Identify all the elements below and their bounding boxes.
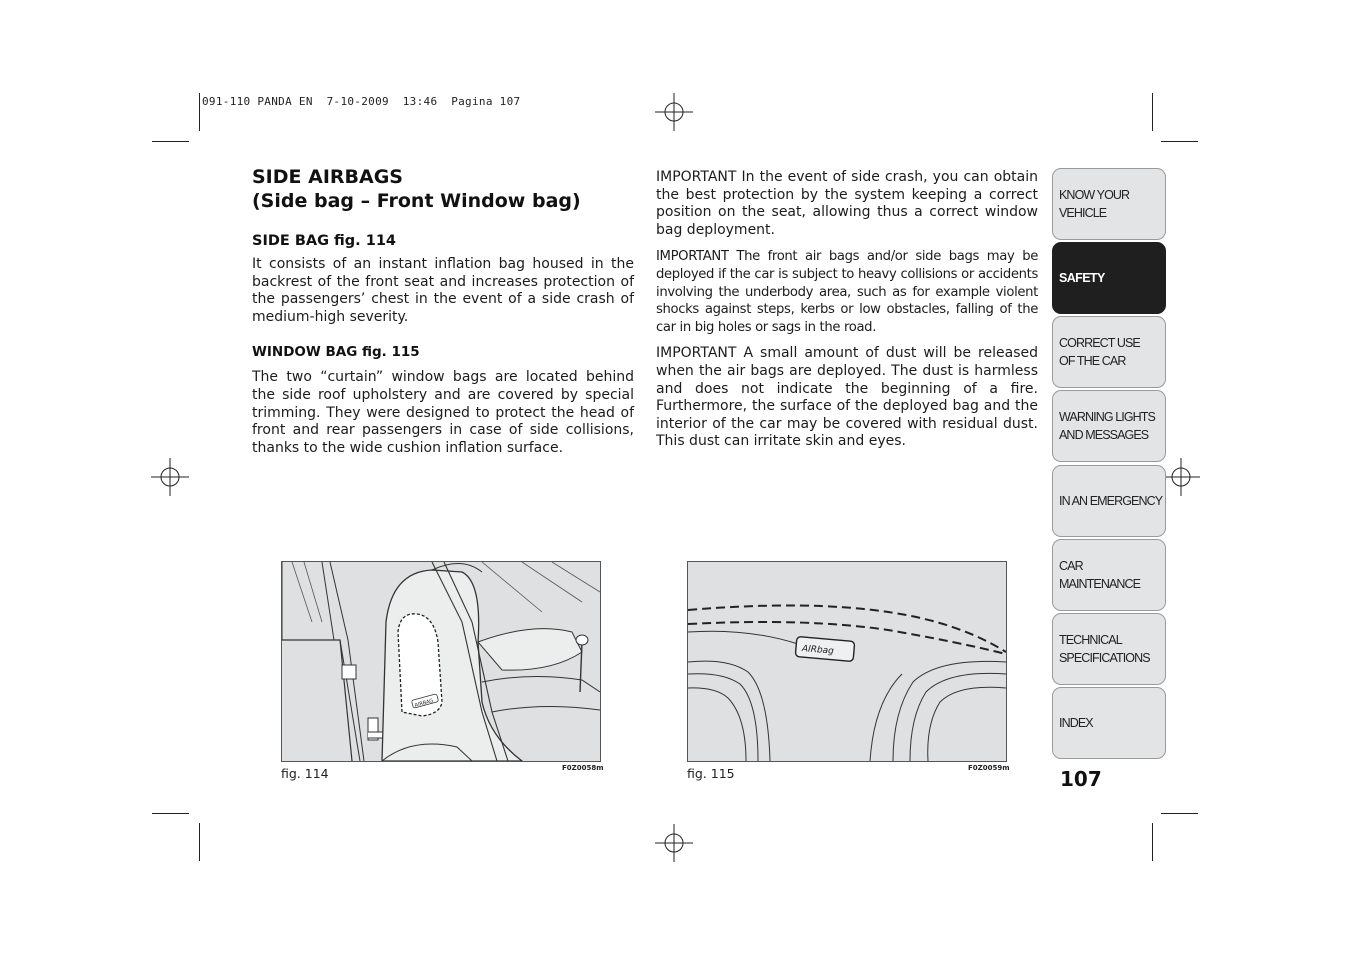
tab-technical-specifications[interactable] xyxy=(1052,613,1166,685)
tab-car-maintenance[interactable] xyxy=(1052,539,1166,611)
tab-warning-lights[interactable] xyxy=(1052,390,1166,462)
left-column xyxy=(252,165,634,457)
registration-mark-icon xyxy=(655,93,693,131)
tab-label: CAR MAINTENANCE xyxy=(1059,559,1141,591)
tab-index[interactable] xyxy=(1052,687,1166,759)
crop-mark xyxy=(152,813,189,814)
crop-mark xyxy=(152,141,189,142)
page-title-line1: SIDE AIRBAGS xyxy=(252,166,403,188)
tab-label: INDEX xyxy=(1059,716,1093,730)
window-bag-heading: WINDOW BAG fig. 115 xyxy=(252,344,420,361)
tab-label: SAFETY xyxy=(1059,271,1105,285)
important-note-3: IMPORTANT A small amount of dust will be released when the air bags are deployed. The dust is harmless and does not indicate the beginning of a fire. Furthermore, the surface of the deployed bag and the interior of the car may be covered with residual dust. This dust can irritate skin and eyes. xyxy=(656,345,1038,450)
tab-safety[interactable] xyxy=(1052,242,1166,314)
crop-mark xyxy=(1152,823,1153,861)
airbag-label: AIRBAG xyxy=(414,697,435,709)
tab-in-an-emergency[interactable] xyxy=(1052,465,1166,537)
side-bag-heading: SIDE BAG fig. 114 xyxy=(252,233,397,249)
figure-115-code: F0Z0059m xyxy=(968,764,1010,772)
page-title xyxy=(252,165,634,213)
registration-mark-icon xyxy=(655,824,693,862)
side-bag-text: It consists of an instant inflation bag housed in the backrest of the front seat and increases protection of the passengers’ chest in the event of a side crash of medium-high severity. xyxy=(252,256,634,325)
tab-label: TECHNICAL SPECIFICATIONS xyxy=(1059,633,1150,665)
important-note-1: IMPORTANT In the event of side crash, you can obtain the best protection by the system keeping a correct position on the seat, allowing thus a correct window bag deployment. xyxy=(656,169,1038,238)
figure-115-caption: fig. 115 xyxy=(687,766,735,781)
registration-mark-icon xyxy=(151,458,189,496)
tab-label: KNOW YOUR VEHICLE xyxy=(1059,188,1130,220)
tab-label: IN AN EMERGENCY xyxy=(1059,494,1163,508)
tab-label: CORRECT USE OF THE CAR xyxy=(1059,336,1140,368)
tab-label: WARNING LIGHTS AND MESSAGES xyxy=(1059,410,1155,442)
tab-know-your-vehicle[interactable] xyxy=(1052,168,1166,240)
figure-115-window-bag-illustration xyxy=(687,561,1007,762)
page-title-line2: (Side bag – Front Window bag) xyxy=(252,190,581,212)
tab-correct-use[interactable] xyxy=(1052,316,1166,388)
important-note-2: IMPORTANT The front air bags and/or side bags may be deployed if the car is subject to heavy collisions or accidents involving the underbody area, such as for example violent shocks against steps, kerbs or low obstacles, falling of the car in big holes or sags in the road. xyxy=(656,249,1038,335)
figure-114-side-bag-illustration xyxy=(281,561,601,762)
crop-mark xyxy=(1161,813,1198,814)
print-header: 091-110 PANDA EN 7-10-2009 13:46 Pagina 107 xyxy=(202,95,521,108)
crop-mark xyxy=(199,823,200,861)
right-column xyxy=(656,169,1038,451)
crop-mark xyxy=(1152,93,1153,131)
registration-mark-icon xyxy=(1162,458,1200,496)
window-bag-text: The two “curtain” window bags are located behind the side roof upholstery and are covered by special trimming. They were designed to protect the head of front and rear passengers in case of side collisions, thanks to the wide cushion inflation surface. xyxy=(252,369,634,456)
crop-mark xyxy=(199,93,200,131)
airbag-badge-label: AIRbag xyxy=(801,644,835,657)
crop-mark xyxy=(1161,141,1198,142)
figure-114-caption: fig. 114 xyxy=(281,766,329,781)
figure-114-code: F0Z0058m xyxy=(562,764,604,772)
page-number: 107 xyxy=(1060,767,1102,791)
